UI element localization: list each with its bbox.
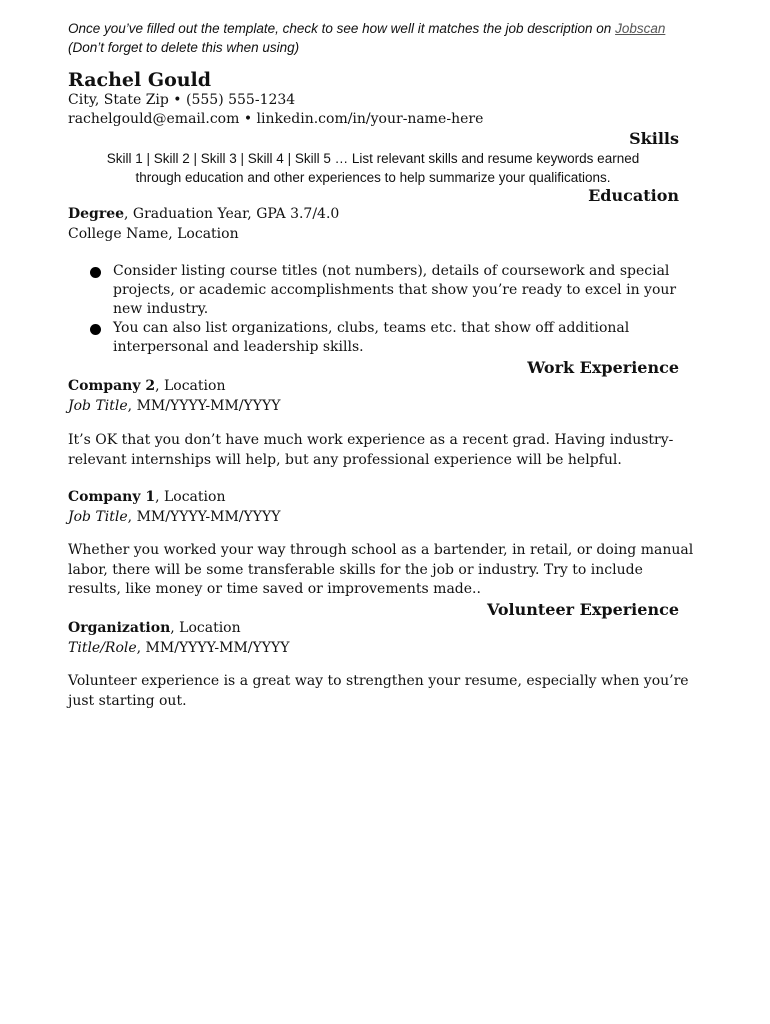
list-item <box>68 319 678 357</box>
template-note <box>68 19 708 57</box>
organization-location: , Location <box>170 620 241 636</box>
bullet-text: Consider listing course titles (not numbers), details of coursework and special projects, or academic accomplishments that show you’re ready to excel in your new industry. <box>113 263 677 317</box>
job-dates: , MM/YYYY-MM/YYYY <box>127 508 281 525</box>
organization-line <box>68 619 698 639</box>
job-entry-company-1 <box>68 488 698 527</box>
contact-info <box>68 91 483 129</box>
volunteer-entry <box>68 619 698 658</box>
job-title: Job Title <box>68 397 128 414</box>
job-dates: , MM/YYYY-MM/YYYY <box>127 397 281 414</box>
company-location: , Location <box>155 489 226 505</box>
bullet-icon <box>90 267 101 278</box>
job-description-company-1: Whether you worked your way through school as a bartender, in retail, or doing manual labor, there will be some transferable skills for the job or industry. Try to include results, like money or time saved or improvements made.. <box>68 542 694 597</box>
company-name: Company 2 <box>68 378 156 394</box>
volunteer-role: Title/Role <box>68 639 137 656</box>
degree-line <box>68 205 698 225</box>
note-line1: Once you’ve filled out the template, check to see how well it matches the job description on <box>68 21 612 36</box>
degree-details: , Graduation Year, GPA 3.7/4.0 <box>124 206 340 222</box>
volunteer-experience-heading: Volunteer Experience <box>486 600 679 619</box>
company-location: , Location <box>155 378 226 394</box>
job-entry-company-2 <box>68 377 698 416</box>
skills-heading: Skills <box>629 129 679 148</box>
education-heading: Education <box>588 186 679 205</box>
bullet-icon <box>90 324 101 335</box>
job-title-line <box>68 508 698 528</box>
work-experience-heading: Work Experience <box>527 358 679 377</box>
company-name: Company 1 <box>68 489 156 505</box>
skills-line1: Skill 1 | Skill 2 | Skill 3 | Skill 4 | Skill 5 … List relevant skills and resume keywords earned <box>106 151 640 166</box>
job-title-line <box>68 397 698 417</box>
skills-line2: through education and other experiences to help summarize your qualifications. <box>135 170 611 185</box>
job-title: Job Title <box>68 508 128 525</box>
education-bullets <box>68 262 678 357</box>
bullet-text: You can also list organizations, clubs, teams etc. that show off additional interpersonal and leadership skills. <box>113 320 630 355</box>
contact-line-location-phone: City, State Zip • (555) 555-1234 <box>68 92 296 108</box>
contact-line-email-linkedin: rachelgould@email.com • linkedin.com/in/your-name-here <box>68 111 484 127</box>
note-line2: (Don’t forget to delete this when using) <box>68 40 300 55</box>
degree-label: Degree <box>68 206 125 222</box>
company-line <box>68 377 698 397</box>
job-description-company-2: It’s OK that you don’t have much work experience as a recent grad. Having industry-relevant internships will help, but any professional experience will be helpful. <box>68 432 674 468</box>
volunteer-dates: , MM/YYYY-MM/YYYY <box>136 639 290 656</box>
skills-summary <box>68 149 678 187</box>
college-line: College Name, Location <box>68 225 239 242</box>
volunteer-description: Volunteer experience is a great way to strengthen your resume, especially when you’re just starting out. <box>68 673 689 709</box>
list-item <box>68 262 678 319</box>
role-line <box>68 639 698 659</box>
education-details <box>68 205 698 244</box>
candidate-name: Rachel Gould <box>68 69 212 91</box>
company-line <box>68 488 698 508</box>
organization-name: Organization <box>68 620 171 636</box>
jobscan-link[interactable]: Jobscan <box>615 21 666 36</box>
